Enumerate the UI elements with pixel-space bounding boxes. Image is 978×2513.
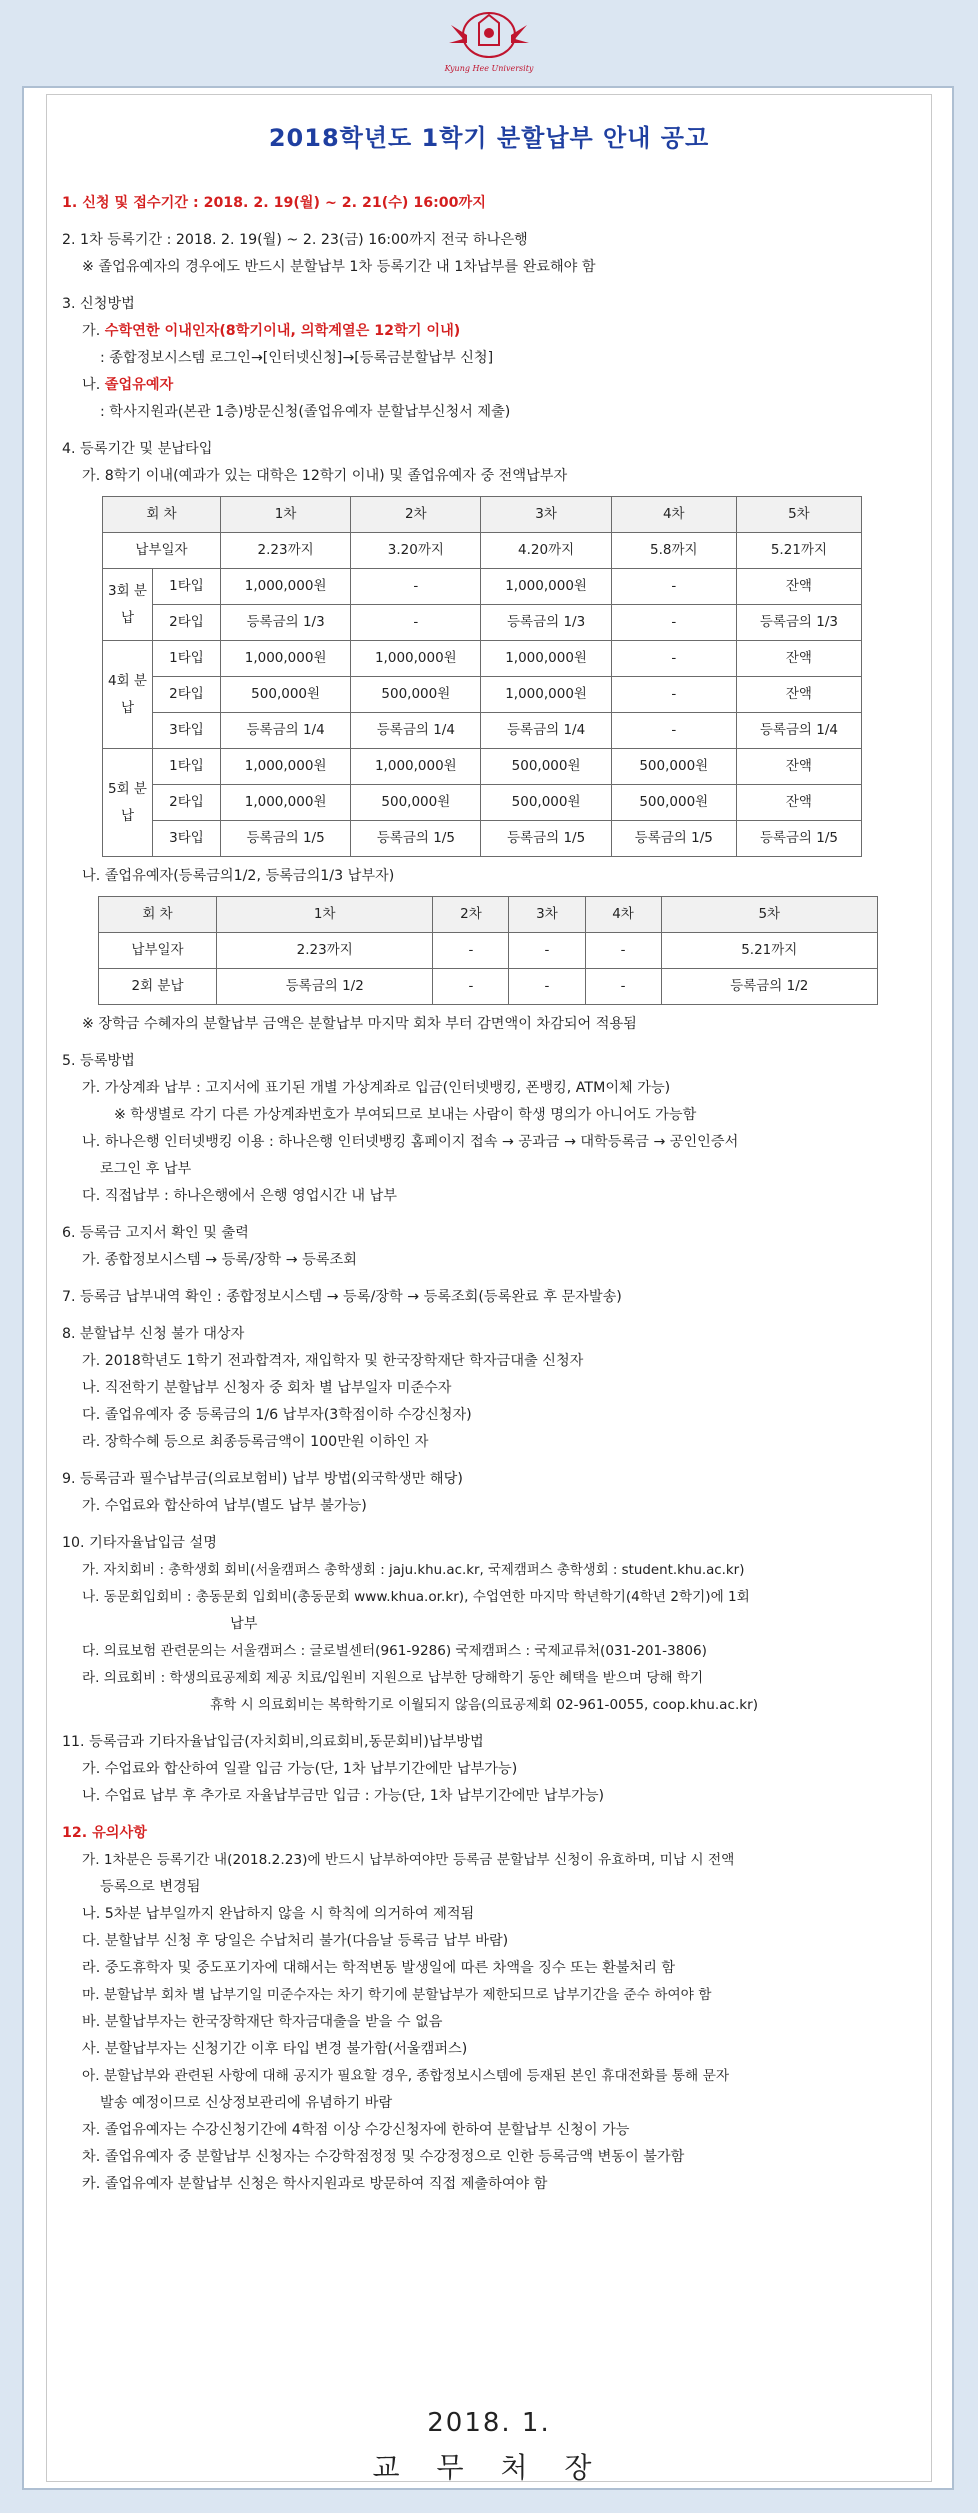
- table-cell: -: [611, 641, 736, 677]
- notice-content: [62, 190, 922, 2208]
- section-4-ga: 가. 8학기 이내(예과가 있는 대학은 12학기 이내) 및 졸업유예자 중 전액납부자: [82, 468, 568, 484]
- list-item: 아. 분할납부와 관련된 사항에 대해 공지가 필요할 경우, 종합정보시스템에 등재된 본인 휴대전화를 통해 문자: [82, 2068, 730, 2084]
- medical-fee-cont: 휴학 시 의료회비는 복학학기로 이월되지 않음(의료공제회 02-961-0055, coop.khu.ac.kr): [210, 1697, 759, 1713]
- list-item: 차. 졸업유예자 중 분할납부 신청자는 수강학점정정 및 수강정정으로 인한 등록금액 변동이 불가함: [82, 2149, 685, 2165]
- table-cell: 납부일자: [103, 533, 221, 569]
- table-cell: 3.20까지: [351, 533, 481, 569]
- table-cell: 등록금의 1/5: [611, 821, 736, 857]
- table-header-cell: 2차: [351, 497, 481, 533]
- table-cell: 등록금의 1/3: [481, 605, 611, 641]
- list-item: 가. 1차분은 등록기간 내(2018.2.23)에 반드시 납부하여야만 등록금 분할납부 신청이 유효하며, 미납 시 전액: [82, 1852, 735, 1868]
- table-header-cell: 5차: [661, 897, 877, 933]
- table-cell: 5.21까지: [661, 933, 877, 969]
- table-cell: -: [509, 933, 585, 969]
- header-logo-area: [0, 0, 978, 84]
- table-cell: -: [351, 569, 481, 605]
- table-header-cell: 회 차: [99, 897, 217, 933]
- table-cell: 1,000,000원: [481, 677, 611, 713]
- section-12-heading: 12. 유의사항: [62, 1825, 147, 1841]
- table-cell: 1,000,000원: [351, 641, 481, 677]
- table-row: [103, 785, 862, 821]
- method-ga-target: 수학연한 이내인자(8학기이내, 의학계열은 12학기 이내): [104, 323, 461, 339]
- table-cell: 1타입: [153, 641, 221, 677]
- list-item: 나. 직전학기 분할납부 신청자 중 회차 별 납부일자 미준수자: [82, 1380, 452, 1396]
- section-11-heading: 11. 등록금과 기타자율납입금(자치회비,의료회비,동문회비)납부방법: [62, 1734, 484, 1750]
- method-na-steps: : 학사지원과(본관 1층)방문신청(졸업유예자 분할납부신청서 제출): [100, 404, 511, 420]
- table-cell: 2타입: [153, 785, 221, 821]
- list-item: 사. 분할납부자는 신청기간 이후 타입 변경 불가함(서울캠퍼스): [82, 2041, 468, 2057]
- list-item: 라. 장학수혜 등으로 최종등록금액이 100만원 이하인 자: [82, 1434, 429, 1450]
- group-label: 4회 분납: [103, 641, 153, 749]
- section-3-heading: 3. 신청방법: [62, 296, 135, 312]
- table-header-row: [99, 897, 878, 933]
- method-ga-prefix: 가.: [82, 323, 101, 339]
- alumni-fee: 나. 동문회입회비 : 총동문회 입회비(총동문회 www.khua.or.kr), 수업연한 마지막 학년학기(4학년 2학기)에 1회: [82, 1589, 750, 1605]
- section-9-heading: 9. 등록금과 필수납부금(의료보험비) 납부 방법(외국학생만 해당): [62, 1471, 463, 1487]
- section-10-heading: 10. 기타자율납입금 설명: [62, 1535, 217, 1551]
- list-item: 자. 졸업유예자는 수강신청기간에 4학점 이상 수강신청자에 한하여 분할납부 신청이 가능: [82, 2122, 630, 2138]
- table-row: [99, 933, 878, 969]
- table-cell: 등록금의 1/4: [736, 713, 861, 749]
- table-row: [103, 641, 862, 677]
- table-cell: 등록금의 1/5: [481, 821, 611, 857]
- table-header-cell: 4차: [611, 497, 736, 533]
- table-cell: 등록금의 1/5: [736, 821, 861, 857]
- method-ga: [62, 318, 922, 345]
- table-cell: 잔액: [736, 569, 861, 605]
- section-5: [62, 1048, 922, 1210]
- table-cell: 500,000원: [611, 749, 736, 785]
- table-row: [103, 749, 862, 785]
- method-na-target: 졸업유예자: [104, 377, 174, 393]
- alumni-fee-cont: 납부: [230, 1616, 258, 1632]
- table-cell: 1,000,000원: [221, 569, 351, 605]
- list-item: 가. 2018학년도 1학기 전과합격자, 재입학자 및 한국장학재단 학자금대출 신청자: [82, 1353, 584, 1369]
- notice-date: 2018. 1.: [427, 2408, 551, 2438]
- table-row: [103, 533, 862, 569]
- table-cell: 5.21까지: [736, 533, 861, 569]
- table-header-cell: 3차: [509, 897, 585, 933]
- section-7: [62, 1284, 922, 1311]
- group-label: 5회 분납: [103, 749, 153, 857]
- table-header-row: [103, 497, 862, 533]
- table-cell: 2타입: [153, 677, 221, 713]
- table-cell: -: [585, 969, 661, 1005]
- table-cell: -: [611, 713, 736, 749]
- section-4: [62, 436, 922, 1038]
- section-10: [62, 1530, 922, 1719]
- table-cell: 2.23까지: [221, 533, 351, 569]
- table-cell: 1,000,000원: [221, 785, 351, 821]
- table-cell: 등록금의 1/3: [736, 605, 861, 641]
- method-na: [62, 372, 922, 399]
- section-11-ga: 가. 수업료와 합산하여 일괄 입금 가능(단, 1차 납부기간에만 납부가능): [82, 1761, 518, 1777]
- table-cell: 500,000원: [221, 677, 351, 713]
- section-12: [62, 1820, 922, 2198]
- table-cell: 2.23까지: [217, 933, 433, 969]
- table-cell: 잔액: [736, 785, 861, 821]
- table-header-cell: 3차: [481, 497, 611, 533]
- application-period: 1. 신청 및 접수기간 : 2018. 2. 19(월) ~ 2. 21(수) 16:00까지: [62, 195, 486, 211]
- table-cell: 등록금의 1/4: [481, 713, 611, 749]
- table-cell: 등록금의 1/4: [351, 713, 481, 749]
- section-9: [62, 1466, 922, 1520]
- list-item: 발송 예정이므로 신상정보관리에 유념하기 바람: [100, 2095, 393, 2111]
- list-item: 나. 5차분 납부일까지 완납하지 않을 시 학칙에 의거하여 제적됨: [82, 1906, 475, 1922]
- registration-note: ※ 졸업유예자의 경우에도 반드시 분할납부 1차 등록기간 내 1차납부를 완료해야 함: [82, 259, 596, 275]
- installment-table: [102, 496, 862, 857]
- table-cell: 1,000,000원: [221, 749, 351, 785]
- table-row: [103, 821, 862, 857]
- section-6-ga: 가. 종합정보시스템 → 등록/장학 → 등록조회: [82, 1252, 357, 1268]
- payment-internet-banking: 나. 하나은행 인터넷뱅킹 이용 : 하나은행 인터넷뱅킹 홈페이지 접속 → 공과금 → 대학등록금 → 공인인증서: [82, 1134, 739, 1150]
- table-row: [103, 605, 862, 641]
- student-council-fee: 가. 자치회비 : 총학생회 회비(서울캠퍼스 총학생회 : jaju.khu.ac.kr, 국제캠퍼스 총학생회 : student.khu.ac.kr): [82, 1563, 745, 1578]
- table-cell: 1타입: [153, 749, 221, 785]
- table-row: [99, 969, 878, 1005]
- table-cell: -: [433, 969, 509, 1005]
- table-cell: -: [351, 605, 481, 641]
- table-cell: -: [585, 933, 661, 969]
- table-cell: -: [509, 969, 585, 1005]
- table-cell: 500,000원: [611, 785, 736, 821]
- table-cell: 등록금의 1/3: [221, 605, 351, 641]
- notice-title: 2018학년도 1학기 분할납부 안내 공고: [268, 124, 710, 152]
- section-9-ga: 가. 수업료와 합산하여 납부(별도 납부 불가능): [82, 1498, 367, 1514]
- table-cell: 납부일자: [99, 933, 217, 969]
- table-cell: 잔액: [736, 749, 861, 785]
- table-cell: 잔액: [736, 641, 861, 677]
- section-6: [62, 1220, 922, 1274]
- section-1: [62, 190, 922, 217]
- method-ga-steps: : 종합정보시스템 로그인→[인터넷신청]→[등록금분할납부 신청]: [100, 350, 494, 366]
- table-cell: 500,000원: [481, 785, 611, 821]
- table-cell: -: [433, 933, 509, 969]
- list-item: 바. 분할납부자는 한국장학재단 학자금대출을 받을 수 없음: [82, 2014, 443, 2030]
- table-cell: 잔액: [736, 677, 861, 713]
- table-cell: 500,000원: [351, 785, 481, 821]
- table-cell: 등록금의 1/5: [351, 821, 481, 857]
- scholarship-note: ※ 장학금 수혜자의 분할납부 금액은 분할납부 마지막 회차 부터 감면액이 차감되어 적용됨: [82, 1016, 637, 1032]
- list-item: 라. 중도휴학자 및 중도포기자에 대해서는 학적변동 발생일에 따른 차액을 징수 또는 환불처리 함: [82, 1960, 676, 1976]
- section-7-heading: 7. 등록금 납부내역 확인 : 종합정보시스템 → 등록/장학 → 등록조회(등록완료 후 문자발송): [62, 1289, 622, 1305]
- payment-virtual-note: ※ 학생별로 각기 다른 가상계좌번호가 부여되므로 보내는 사람이 학생 명의가 아니어도 가능함: [114, 1107, 697, 1123]
- section-5-heading: 5. 등록방법: [62, 1053, 135, 1069]
- table-cell: 등록금의 1/2: [661, 969, 877, 1005]
- section-6-heading: 6. 등록금 고지서 확인 및 출력: [62, 1225, 249, 1241]
- table-cell: 3타입: [153, 713, 221, 749]
- registration-period: 2. 1차 등록기간 : 2018. 2. 19(월) ~ 2. 23(금) 16:00까지 전국 하나은행: [62, 232, 528, 248]
- medical-insurance-contact: 다. 의료보험 관련문의는 서울캠퍼스 : 글로벌센터(961-9286) 국제캠퍼스 : 국제교류처(031-201-3806): [82, 1643, 707, 1659]
- table-cell: 1타입: [153, 569, 221, 605]
- table-cell: -: [611, 677, 736, 713]
- table-cell: 500,000원: [481, 749, 611, 785]
- table-cell: 1,000,000원: [221, 641, 351, 677]
- section-4-heading: 4. 등록기간 및 분납타입: [62, 441, 213, 457]
- table-row: [103, 677, 862, 713]
- section-8-heading: 8. 분할납부 신청 불가 대상자: [62, 1326, 245, 1342]
- table-cell: 4.20까지: [481, 533, 611, 569]
- payment-virtual-account: 가. 가상계좌 납부 : 고지서에 표기된 개별 가상계좌로 입금(인터넷뱅킹, 폰뱅킹, ATM이체 가능): [82, 1080, 671, 1096]
- method-na-prefix: 나.: [82, 377, 101, 393]
- table-header-cell: 5차: [736, 497, 861, 533]
- seal-motto: Kyung Hee University: [444, 64, 534, 73]
- list-item: 등록으로 변경됨: [100, 1879, 201, 1895]
- section-11-na: 나. 수업료 납부 후 추가로 자율납부금만 입금 : 가능(단, 1차 납부기간에만 납부가능): [82, 1788, 605, 1804]
- table-cell: 500,000원: [351, 677, 481, 713]
- table-cell: -: [611, 569, 736, 605]
- payment-direct: 다. 직접납부 : 하나은행에서 은행 영업시간 내 납부: [82, 1188, 397, 1204]
- section-2: [62, 227, 922, 281]
- table-cell: 등록금의 1/4: [221, 713, 351, 749]
- group-label: 3회 분납: [103, 569, 153, 641]
- table-row: [103, 569, 862, 605]
- table-header-cell: 4차: [585, 897, 661, 933]
- table-cell: 2타입: [153, 605, 221, 641]
- payment-internet-banking-cont: 로그인 후 납부: [100, 1161, 192, 1177]
- table-cell: 2회 분납: [99, 969, 217, 1005]
- table-header-cell: 1차: [221, 497, 351, 533]
- table-cell: 5.8까지: [611, 533, 736, 569]
- table-row: [103, 713, 862, 749]
- list-item: 다. 분할납부 신청 후 당일은 수납처리 불가(다음날 등록금 납부 바람): [82, 1933, 509, 1949]
- table-cell: 3타입: [153, 821, 221, 857]
- section-3: [62, 291, 922, 426]
- deferred-graduate-table: [98, 896, 878, 1005]
- table-header-cell: 2차: [433, 897, 509, 933]
- issuing-office: 교 무 처 장: [372, 2451, 606, 2484]
- table-header-cell: 회 차: [103, 497, 221, 533]
- table-cell: 등록금의 1/2: [217, 969, 433, 1005]
- university-seal-icon: [441, 5, 537, 79]
- section-11: [62, 1729, 922, 1810]
- section-8: [62, 1321, 922, 1456]
- table-cell: 1,000,000원: [481, 641, 611, 677]
- table-cell: 1,000,000원: [351, 749, 481, 785]
- list-item: 카. 졸업유예자 분할납부 신청은 학사지원과로 방문하여 직접 제출하여야 함: [82, 2176, 548, 2192]
- list-item: 다. 졸업유예자 중 등록금의 1/6 납부자(3학점이하 수강신청자): [82, 1407, 472, 1423]
- section-4-na: 나. 졸업유예자(등록금의1/2, 등록금의1/3 납부자): [82, 868, 395, 884]
- table-cell: 1,000,000원: [481, 569, 611, 605]
- medical-fee: 라. 의료회비 : 학생의료공제회 제공 치료/입원비 지원으로 납부한 당해학기 동안 혜택을 받으며 당해 학기: [82, 1670, 704, 1686]
- table-cell: -: [611, 605, 736, 641]
- table-cell: 등록금의 1/5: [221, 821, 351, 857]
- table-header-cell: 1차: [217, 897, 433, 933]
- list-item: 마. 분할납부 회차 별 납부기일 미준수자는 차기 학기에 분할납부가 제한되므로 납부기간을 준수 하여야 함: [82, 1987, 712, 2003]
